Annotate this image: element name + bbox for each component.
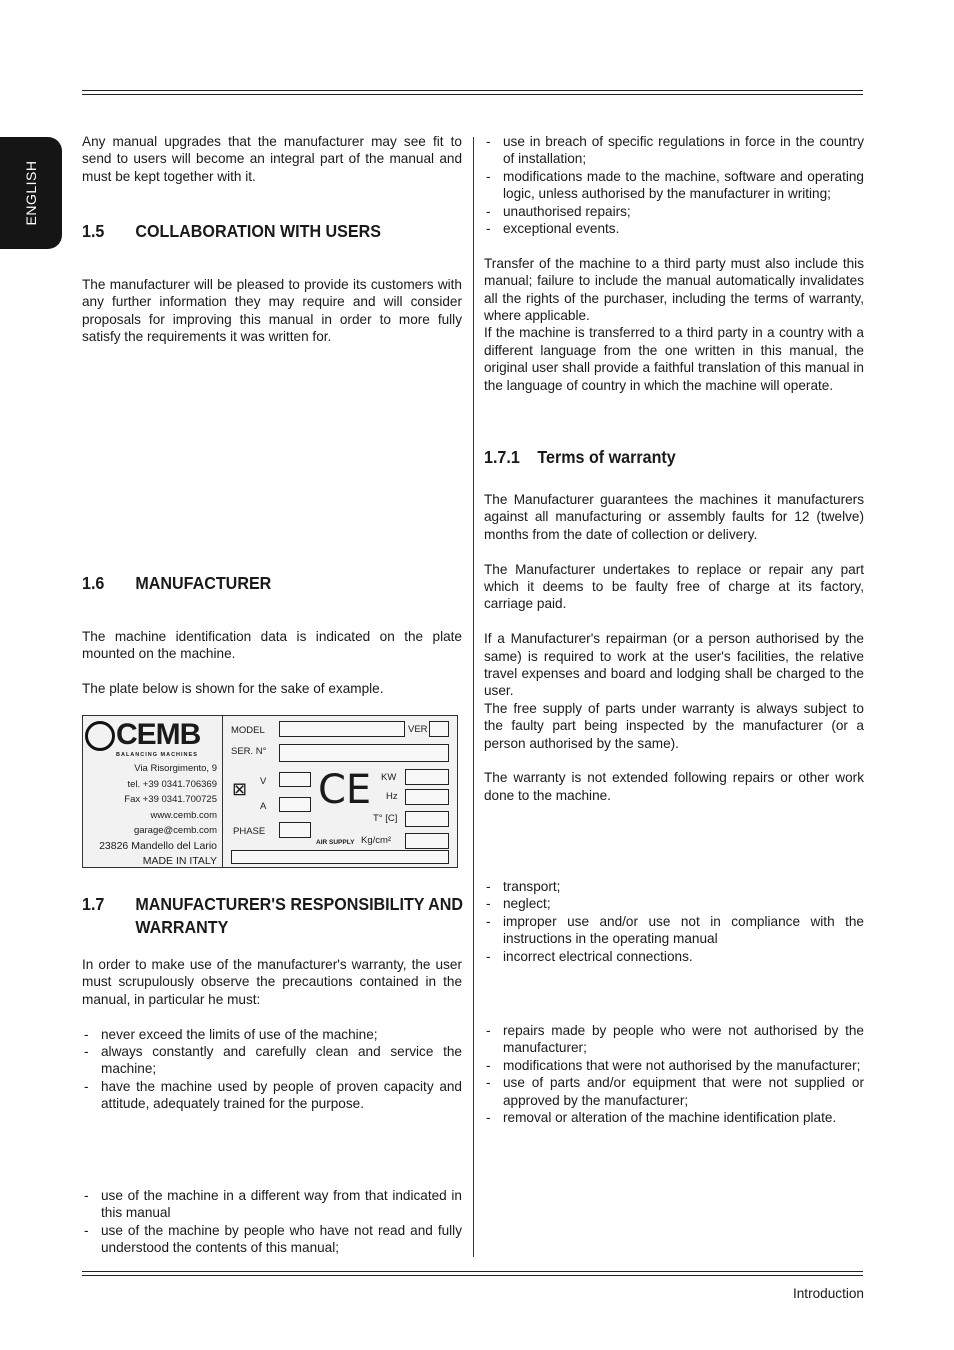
warranty-intro-paragraph: In order to make use of the manufacturer's warranty, the user must scrupulously observe the precautions contained in the manual, in particular he must:	[82, 957, 462, 1007]
warranty-paragraph-1: The Manufacturer guarantees the machines it manufacturers against all manufacturing or assembly faults for 12 (twelve) months from the date of collection or delivery.	[484, 492, 864, 542]
warranty-voiding-list	[484, 1022, 864, 1126]
side-tab-label: ENGLISH	[23, 160, 39, 226]
footer-section-label: Introduction	[792, 1286, 864, 1301]
plate-hz-label: Hz	[386, 791, 398, 802]
plate-model-label: MODEL	[231, 725, 265, 736]
plate-kg-field	[405, 833, 449, 849]
plate-ser-label: SER. N°	[231, 746, 267, 757]
warranty-paragraph-4: The free supply of parts under warranty is always subject to the faulty part being inspected by the manufacturer (or a person authorised by the same).	[484, 700, 864, 751]
obligations-list	[82, 1026, 462, 1113]
top-rule-2	[82, 94, 863, 95]
exclusions-list-a	[82, 1187, 462, 1257]
plate-v-label: V	[260, 776, 267, 787]
plate-model-field	[279, 721, 405, 737]
heading-1-7: 1.7 MANUFACTURER'S RESPONSIBILITY AND WARRANTY	[82, 894, 464, 937]
list-item: - modifications made to the machine, software and operating logic, unless authorised by the manufacturer in writing;	[484, 168, 864, 203]
list-item: - removal or alteration of the machine identification plate.	[484, 1109, 864, 1126]
list-item: - improper use and/or use not in compliance with the instructions in the operating manual	[484, 913, 864, 948]
list-item: - always constantly and carefully clean and service the machine;	[82, 1043, 462, 1078]
warranty-exclusions-list	[484, 878, 864, 965]
plate-ser-field	[279, 744, 449, 762]
plate-brand-sub: BALANCING MACHINES	[116, 752, 198, 758]
section-1-5	[82, 220, 462, 243]
plate-bottom-field	[231, 850, 449, 864]
plate-temp-field	[405, 811, 449, 827]
list-item: - incorrect electrical connections.	[484, 948, 864, 965]
list-item: - repairs made by people who were not authorised by the manufacturer;	[484, 1022, 864, 1057]
plate-paragraph-1: The machine identification data is indicated on the plate mounted on the machine.	[82, 629, 462, 662]
heading-1-7-1: 1.7.1 Terms of warranty	[484, 447, 676, 467]
intro-paragraph: Any manual upgrades that the manufacturer may see fit to send to users will become an integral part of the manual and must be kept together with it.	[82, 134, 462, 184]
warranty-paragraph-3: If a Manufacturer's repairman (or a person authorised by the same) is required to work at the user's facilities, the relative travel expenses and board and lodging shall be charged to the user.	[484, 631, 864, 699]
list-item: - use in breach of specific regulations in force in the country of installation;	[484, 133, 864, 168]
warranty-paragraph-5: The warranty is not extended following repairs or other work done to the machine.	[484, 770, 864, 803]
identification-plate	[82, 715, 458, 868]
plate-phase-label: PHASE	[233, 826, 266, 837]
plate-a-field	[279, 797, 311, 812]
plate-air-label: AIR SUPPLY	[316, 839, 355, 846]
plate-paragraph-2: The plate below is shown for the sake of example.	[82, 681, 384, 697]
heading-1-6: 1.6 MANUFACTURER	[82, 573, 272, 593]
warranty-paragraph-2: The Manufacturer undertakes to replace or repair any part which it deems to be faulty free of charge at its factory, carriage paid.	[484, 561, 864, 612]
cemb-logo-icon	[85, 721, 115, 751]
section-1-6	[82, 572, 462, 595]
plate-address: Via Risorgimento, 9 tel. +39 0341.706369 Fax +39 0341.700725 www.cemb.com garage@cemb.com 23826 Mandello del Lario MADE IN ITALY	[99, 763, 217, 867]
section-1-7-1	[484, 446, 864, 469]
list-item: - never exceed the limits of use of the machine;	[82, 1026, 462, 1043]
list-item: - have the machine used by people of proven capacity and attitude, adequately trained for the purpose.	[82, 1078, 462, 1113]
right-column-top	[484, 133, 864, 394]
column-divider	[473, 137, 474, 1257]
section-1-7	[82, 893, 462, 939]
side-language-tab	[0, 137, 62, 249]
plate-brand: CEMB	[116, 718, 201, 751]
section-1-7-body	[82, 956, 462, 1113]
heading-1-5: 1.5 COLLABORATION WITH USERS	[82, 221, 382, 241]
bottom-rule-1	[82, 1271, 863, 1272]
collaboration-paragraph: The manufacturer will be pleased to provide its customers with any further information they may require and will consider proposals for improving this manual in order to more fully satisfy the requirements it was written for.	[82, 277, 462, 345]
list-item: - use of the machine by people who have not read and fully understood the contents of this manual;	[82, 1222, 462, 1257]
section-1-6-body	[82, 628, 462, 698]
plate-kg-label: Kg/cm²	[361, 835, 392, 846]
transfer-paragraph-1: Transfer of the machine to a third party must also include this manual; failure to include the manual automatically invalidates all the rights of the purchaser, including the terms of warranty, where applicable.	[484, 255, 864, 324]
bottom-rule-2	[82, 1275, 863, 1276]
section-1-7-1-body	[484, 491, 864, 804]
plate-kw-field	[405, 769, 449, 785]
weee-bin-icon: ⊠	[232, 779, 248, 799]
plate-a-label: A	[260, 801, 267, 812]
plate-phase-field	[279, 822, 311, 838]
plate-temp-label: T° [C]	[373, 813, 398, 824]
list-item: - transport;	[484, 878, 864, 895]
section-1-5-body	[82, 276, 462, 346]
left-column	[82, 133, 462, 185]
list-item: - exceptional events.	[484, 220, 864, 237]
list-item: - unauthorised repairs;	[484, 203, 864, 220]
list-item: - use of parts and/or equipment that were not supplied or approved by the manufacturer;	[484, 1074, 864, 1109]
plate-hz-field	[405, 789, 449, 805]
plate-v-field	[279, 772, 311, 787]
top-rule-1	[82, 90, 863, 91]
transfer-paragraph-2: If the machine is transferred to a third party in a country with a different language from the one written in this manual, the original user shall provide a faithful translation of this manual in the language of country in which the machine will operate.	[484, 325, 864, 393]
list-item: - modifications that were not authorised by the manufacturer;	[484, 1057, 864, 1074]
list-item: - use of the machine in a different way from that indicated in this manual	[82, 1187, 462, 1222]
list-item: - neglect;	[484, 895, 864, 912]
plate-ver-label: VER	[408, 724, 428, 735]
ce-mark-icon: CE	[318, 767, 372, 813]
plate-kw-label: KW	[381, 772, 397, 783]
exclusions-list-b	[484, 133, 864, 237]
plate-ver-field	[429, 721, 449, 737]
